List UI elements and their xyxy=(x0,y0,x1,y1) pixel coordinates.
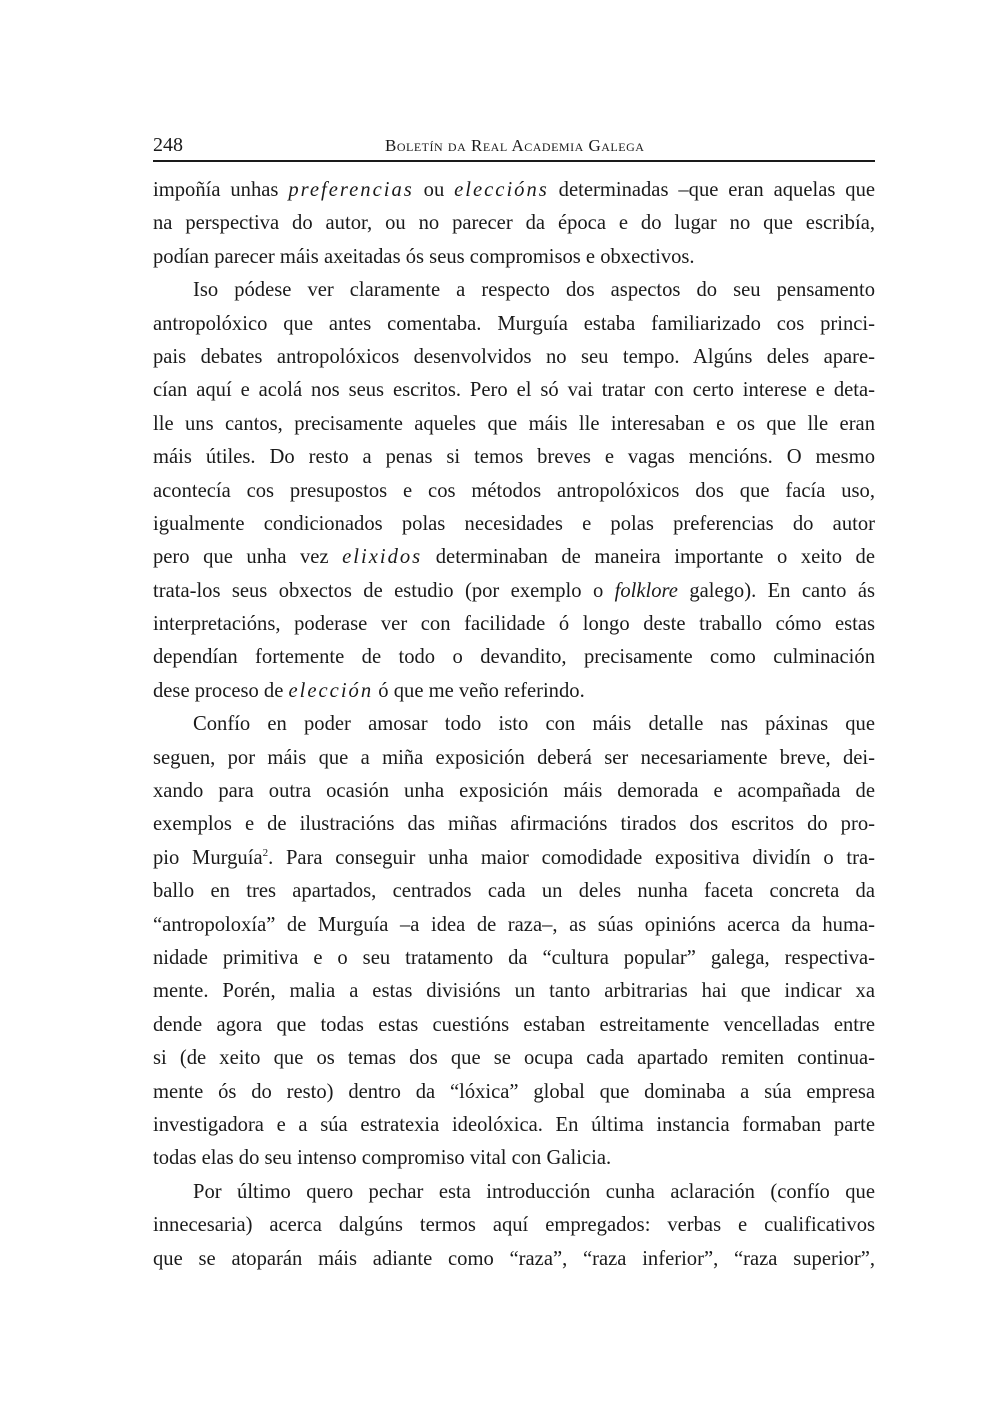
text-line: innecesaria) acerca dalgúns termos aquí empregados: verbas e cualificativos xyxy=(153,1214,875,1237)
text-line: interpretacións, poderase ver con facilidade ó longo deste traballo cómo estas xyxy=(153,613,875,636)
text-line: máis útiles. Do resto a penas si temos breves e vagas mencións. O mesmo xyxy=(153,446,875,469)
text-line: trata-los seus obxectos de estudio (por exemplo o folklore galego). En canto ás xyxy=(153,579,875,602)
text-line: ballo en tres apartados, centrados cada un deles nunha faceta concreta da xyxy=(153,880,875,903)
text-line: investigadora e a súa estratexia ideolóxica. En última instancia formaban parte xyxy=(153,1113,875,1136)
text-line: si (de xeito que os temas dos que se ocupa cada apartado remiten continua- xyxy=(153,1047,875,1070)
emphasis-text: eleccións xyxy=(454,179,549,201)
text-line: Por último quero pechar esta introducción cunha aclaración (confío que xyxy=(193,1180,875,1203)
text-line: acontecía cos presupostos e cos métodos antropolóxicos dos que facía uso, xyxy=(153,479,875,502)
header-rule xyxy=(153,160,875,162)
text-line: podían parecer máis axeitadas ós seus compromisos e obxectivos. xyxy=(153,245,695,268)
text-line: todas elas do seu intenso compromiso vital con Galicia. xyxy=(153,1147,612,1170)
text-line: dende agora que todas estas cuestións estaban estreitamente vencelladas entre xyxy=(153,1013,875,1036)
journal-title: Boletín da Real Academia Galega xyxy=(385,136,645,155)
text-line: exemplos e de ilustracións das miñas afirmacións tirados dos escritos do pro- xyxy=(153,813,875,836)
body-text xyxy=(153,174,875,1276)
page-number: 248 xyxy=(153,134,183,156)
footnote-marker[interactable]: 2 xyxy=(262,846,269,859)
text-line: impoñía unhas preferencias ou eleccións determinadas –que eran aquelas que xyxy=(153,179,876,201)
text-line: pero que unha vez elixidos determinaban de maneira importante o xeito de xyxy=(153,546,875,569)
text-line: na perspectiva do autor, ou no parecer da época e do lugar no que escribía, xyxy=(153,212,875,235)
text-line: antropolóxico que antes comentaba. Murguía estaba familiarizado cos princi- xyxy=(153,312,875,335)
text-line: dependían fortemente de todo o devandito, precisamente como culminación xyxy=(153,646,875,669)
text-line: pio Murguía$^2$. Para conseguir unha maior comodidade expositiva dividín o tra- xyxy=(153,846,875,869)
text-line: Iso pódese ver claramente a respecto dos aspectos do seu pensamento xyxy=(193,279,875,302)
emphasis-text: elixidos xyxy=(342,546,423,569)
emphasis-text: preferencias xyxy=(288,179,414,201)
text-line: dese proceso de elección ó que me veño referindo. xyxy=(153,679,585,702)
running-head xyxy=(153,133,875,159)
emphasis-text: elección xyxy=(288,679,374,702)
text-line: cían aquí e acolá nos seus escritos. Pero el só vai tratar con certo interese e deta- xyxy=(153,379,875,402)
text-line: pais debates antropolóxicos desenvolvidos no seu tempo. Algúns deles apare- xyxy=(153,345,875,368)
text-line: xando para outra ocasión unha exposición máis demorada e acompañada de xyxy=(153,780,875,803)
text-line: que se atoparán máis adiante como “raza”, “raza inferior”, “raza superior”, xyxy=(153,1247,875,1270)
emphasis-text: folklore xyxy=(614,579,678,602)
text-line: mente. Porén, malia a estas divisións un tanto arbitrarias hai que indicar xa xyxy=(153,980,875,1003)
text-line: Confío en poder amosar todo isto con máis detalle nas páxinas que xyxy=(193,713,875,736)
text-line: lle uns cantos, precisamente aqueles que máis lle interesaban e os que lle eran xyxy=(153,412,875,435)
text-line: seguen, por máis que a miña exposición deberá ser necesariamente breve, dei- xyxy=(153,746,875,769)
text-line: igualmente condicionados polas necesidades e polas preferencias do autor xyxy=(153,512,875,535)
text-line: nidade primitiva e o seu tratamento da “cultura popular” galega, respectiva- xyxy=(153,946,875,969)
text-line: “antropoloxía” de Murguía –a idea de raza–, as súas opinións acerca da huma- xyxy=(153,913,875,936)
text-line: mente ós do resto) dentro da “lóxica” global que dominaba a súa empresa xyxy=(153,1080,875,1103)
